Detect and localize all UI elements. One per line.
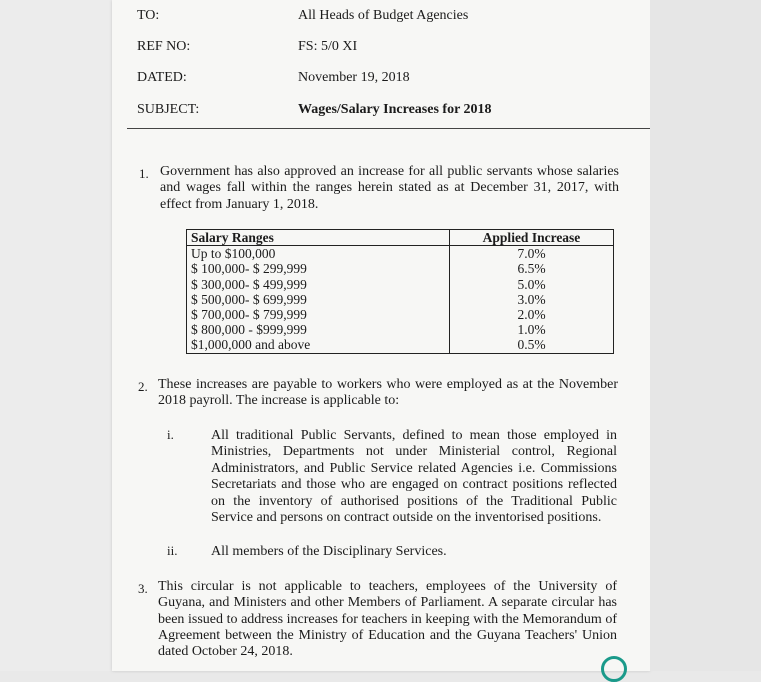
increase-cell: 0.5% [450, 337, 614, 353]
range-cell: $1,000,000 and above [187, 337, 450, 353]
range-cell: Up to $100,000 [187, 246, 450, 262]
table-row [187, 277, 614, 292]
increase-cell: 2.0% [450, 307, 614, 322]
right-margin-bg [650, 0, 761, 671]
range-cell: $ 100,000- $ 299,999 [187, 261, 450, 276]
increase-cell: 3.0% [450, 292, 614, 307]
to-label: TO: [137, 8, 160, 23]
section-2-text: These increases are payable to workers who were employed as at the November 2018 payroll. The increase is applicable to: [158, 377, 618, 409]
item-ii-text: All members of the Disciplinary Services. [211, 544, 447, 559]
section-3-text: This circular is not applicable to teachers, employees of the University of Guyana, and Ministers and other Members of Parliament. A separate circular has been issued to address increases for teachers in keeping with the Memorandum of Agreement between the Ministry of Education and the Guyana Teachers' Union dated October 24, 2018. [158, 579, 617, 660]
section-2-number: 2. [138, 379, 148, 394]
increase-cell: 5.0% [450, 277, 614, 292]
watermark-badge-icon [601, 656, 627, 682]
ref-label: REF NO: [137, 39, 191, 54]
item-ii-number: ii. [167, 543, 178, 558]
col-applied-increase: Applied Increase [450, 230, 614, 246]
table-header-row [187, 230, 614, 246]
subject-value: Wages/Salary Increases for 2018 [298, 102, 492, 117]
salary-increase-table [186, 229, 614, 354]
table-row [187, 261, 614, 276]
subject-label: SUBJECT: [137, 102, 200, 117]
table-row [187, 322, 614, 337]
dated-value: November 19, 2018 [298, 70, 410, 85]
increase-cell: 1.0% [450, 322, 614, 337]
table-row [187, 307, 614, 322]
section-3-number: 3. [138, 581, 148, 596]
range-cell: $ 300,000- $ 499,999 [187, 277, 450, 292]
increase-cell: 7.0% [450, 246, 614, 262]
item-i-text: All traditional Public Servants, defined to mean those employed in Ministries, Departments not under Ministerial control, Regional Administrators, and Public Service related Agencies i.e. Commissions Secretariats and those who are engaged on contract positions reflected on the inventory of authorised positions of the Traditional Public Service and persons on contract outside on the inventorised positions. [211, 428, 617, 526]
item-i-number: i. [167, 427, 174, 442]
dated-label: DATED: [137, 70, 187, 85]
header-divider [127, 128, 650, 129]
to-value: All Heads of Budget Agencies [298, 8, 469, 23]
table-row [187, 337, 614, 353]
range-cell: $ 700,000- $ 799,999 [187, 307, 450, 322]
table-row [187, 246, 614, 262]
left-margin-bg [0, 0, 112, 671]
increase-cell: 6.5% [450, 261, 614, 276]
range-cell: $ 500,000- $ 699,999 [187, 292, 450, 307]
section-1-text: Government has also approved an increase for all public servants whose salaries and wages fall within the ranges herein stated as at December 31, 2017, with effect from January 1, 2018. [160, 164, 619, 212]
ref-value: FS: 5/0 XI [298, 39, 358, 54]
col-salary-ranges: Salary Ranges [187, 230, 450, 246]
section-1-number: 1. [139, 166, 149, 181]
range-cell: $ 800,000 - $999,999 [187, 322, 450, 337]
table-row [187, 292, 614, 307]
